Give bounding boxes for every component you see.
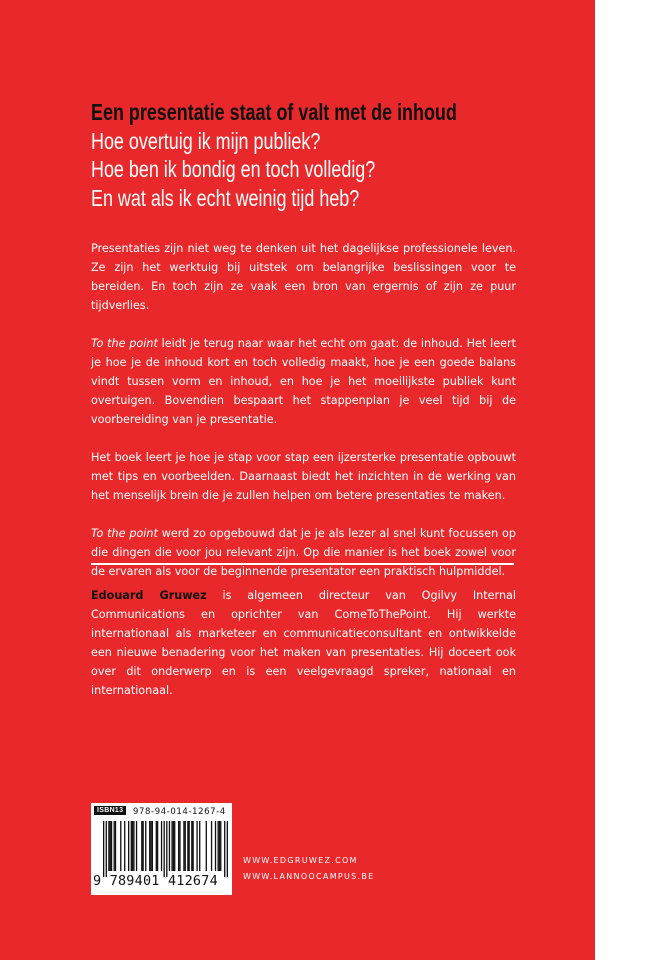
blurb-paragraph-2-text: leidt je terug naar waar het echt om gaat: de inhoud. Het leert je hoe je de inhoud kort en toch volledig maakt, hoe je een goede balans vindt tussen vorm en inhoud, en hoe je het moeilijkste publiek kunt overtuigen. Bovendien bespaart het stappenplan je veel tijd bij de voorbereiding van je presentatie. (91, 337, 516, 426)
divider (91, 563, 514, 565)
website-edgruwez[interactable]: WWW.EDGRUWEZ.COM (243, 856, 358, 865)
barcode-bar (169, 821, 170, 871)
author-bio-text: is algemeen directeur van Ogilvy Internal Communications en oprichter van ComeToThePoint. Hij werkte internationaal als marketeer en communicatieconsultant en ontwikkelde een nieuwe benadering voor het maken van presentaties. Hij doceert ook over dit onderwerp en is een veelgevraagd spreker, nationaal en internationaal. (91, 589, 516, 697)
barcode-bar (196, 821, 197, 871)
barcode-bar (199, 821, 200, 871)
barcode-bar (145, 821, 146, 871)
headline-line-3: Hoe ben ik bondig en toch volledig? (91, 156, 376, 182)
barcode-bar (178, 821, 179, 871)
headline-line-1: Een presentatie staat of valt met de inhoud (91, 99, 457, 125)
barcode-bar (157, 821, 158, 871)
barcode-bar (173, 821, 174, 871)
headline (91, 98, 465, 212)
author-name: Edouard Gruwez (91, 589, 207, 602)
barcode-bar (115, 821, 116, 871)
barcode-bar (120, 821, 121, 871)
barcode-bar (142, 821, 143, 871)
blurb-paragraph-3: Het boek leert je hoe je stap voor stap een ijzersterke presentatie opbouwt met tips en voorbeelden. Daarnaast biedt het inzichten in de werking van het menselijk brein die je zullen helpen om betere presentaties te maken. (91, 451, 516, 502)
barcode-bar (114, 821, 115, 871)
barcode-bar (215, 821, 216, 871)
headline-line-2: Hoe overtuig ik mijn publiek? (91, 127, 321, 154)
author-bio (91, 586, 516, 700)
website-lannoocampus[interactable]: WWW.LANNOOCAMPUS.BE (243, 872, 375, 881)
barcode-bar (124, 821, 125, 871)
barcode-bar (156, 821, 157, 871)
barcode-bar (128, 821, 129, 871)
barcode-bar (217, 821, 218, 871)
barcode-bar (136, 821, 137, 871)
barcode-bar (108, 821, 109, 871)
isbn-number: 978-94-014-1267-4 (133, 807, 226, 817)
book-title: To the point (91, 527, 158, 540)
barcode-bar (220, 821, 221, 871)
blurb-paragraph-4-text: werd zo opgebouwd dat je je als lezer al snel kunt focussen op die dingen die voor jou relevant zijn. Op die manier is het boek zowel voor de ervaren als voor de beginnende presentator een praktisch hulpmiddel. (91, 527, 516, 578)
barcode-bar (171, 821, 172, 871)
barcode-bar (110, 821, 111, 871)
barcode-bar (187, 821, 188, 871)
barcode-digits: 9 789401 412674 (93, 873, 218, 889)
barcode-bar (152, 821, 153, 871)
barcode-bar (149, 821, 150, 871)
barcode-bar (206, 821, 207, 871)
barcode-bar (150, 821, 151, 871)
blurb (91, 239, 516, 600)
barcode-bar (189, 821, 190, 871)
barcode-bar (192, 821, 193, 871)
barcode-bar (132, 821, 133, 871)
barcode-bar (219, 821, 220, 871)
websites (243, 853, 375, 885)
barcode-bar (227, 821, 228, 877)
barcode-bar (106, 821, 107, 877)
isbn-label: ISBN13 (94, 806, 126, 815)
blurb-paragraph-2 (91, 334, 516, 429)
barcode-bar (111, 821, 112, 871)
barcode-bar (141, 821, 142, 871)
barcode-bar (179, 821, 180, 871)
barcode-bar (131, 821, 132, 871)
blurb-paragraph-4 (91, 524, 516, 581)
barcode-bar (183, 821, 184, 871)
blurb-paragraph-1: Presentaties zijn niet weg te denken uit het dagelijkse professionele leven. Ze zijn het werktuig bij uitstek om belangrijke beslissingen voor te bereiden. En toch zijn ze vaak een bron van ergernis of zijn ze puur tijdverlies. (91, 242, 516, 312)
barcode-bar (224, 821, 225, 877)
barcode-bar (161, 821, 162, 871)
book-title: To the point (91, 337, 158, 350)
barcode-bar (164, 821, 165, 877)
isbn-barcode-block (91, 803, 232, 895)
barcode-bar (174, 821, 175, 871)
headline-line-4: En wat als ik echt weinig tijd heb? (91, 184, 360, 211)
barcode-bar (185, 821, 186, 871)
barcode (103, 821, 228, 877)
barcode-bar (133, 821, 134, 871)
barcode-bar (191, 821, 192, 871)
barcode-bar (103, 821, 104, 877)
barcode-bar (211, 821, 212, 871)
barcode-bar (166, 821, 167, 877)
